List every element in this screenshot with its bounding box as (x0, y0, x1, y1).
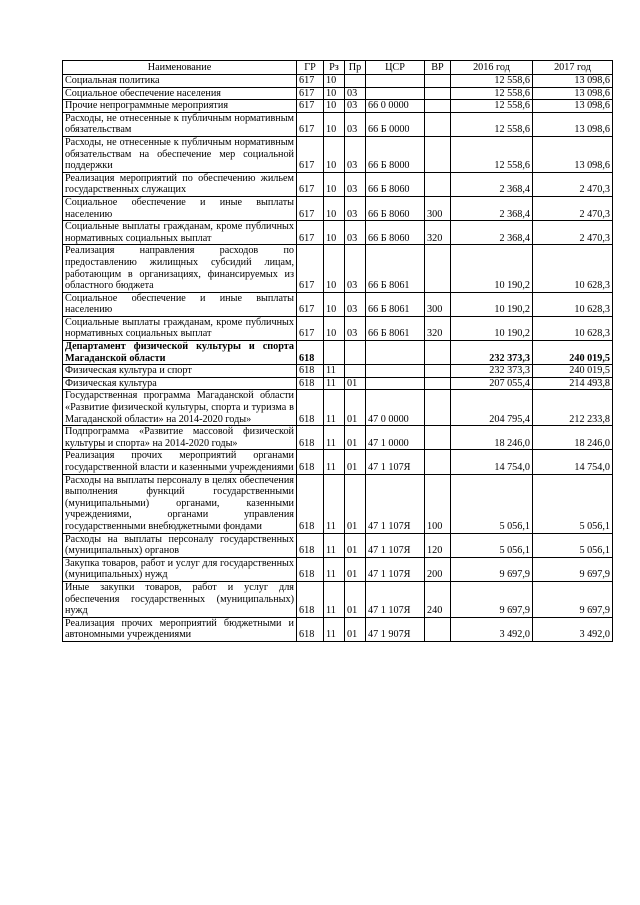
cell-csr: 66 0 0000 (366, 100, 425, 113)
cell-csr (366, 377, 425, 390)
table-row (63, 581, 613, 617)
cell-vr (425, 75, 451, 88)
cell-csr (366, 365, 425, 378)
cell-pr: 01 (345, 426, 366, 450)
cell-2017: 9 697,9 (533, 581, 613, 617)
cell-vr (425, 377, 451, 390)
cell-2017: 2 470,3 (533, 172, 613, 196)
cell-name: Реализация прочих мероприятий бюджетными и автономными учреждениями (63, 617, 297, 641)
cell-2017: 13 098,6 (533, 136, 613, 172)
cell-csr: 66 Б 0000 (366, 112, 425, 136)
cell-vr: 300 (425, 196, 451, 220)
cell-2016: 232 373,3 (451, 365, 533, 378)
document-page (62, 60, 612, 642)
cell-csr: 47 1 107Я (366, 581, 425, 617)
cell-pr: 03 (345, 136, 366, 172)
cell-vr (425, 390, 451, 426)
cell-vr (425, 87, 451, 100)
cell-gr: 618 (297, 377, 324, 390)
cell-rz: 10 (324, 136, 345, 172)
cell-2017: 13 098,6 (533, 112, 613, 136)
cell-2017: 13 098,6 (533, 100, 613, 113)
cell-csr (366, 87, 425, 100)
cell-2017: 10 628,3 (533, 245, 613, 292)
cell-vr: 100 (425, 474, 451, 533)
table-row (63, 474, 613, 533)
cell-vr: 120 (425, 533, 451, 557)
cell-2016: 10 190,2 (451, 292, 533, 316)
cell-2017: 212 233,8 (533, 390, 613, 426)
cell-name: Расходы, не отнесенные к публичным нормативным обязательствам (63, 112, 297, 136)
cell-gr: 617 (297, 75, 324, 88)
cell-pr (345, 75, 366, 88)
header-pr: Пр (345, 61, 366, 75)
cell-rz: 10 (324, 221, 345, 245)
table-row (63, 196, 613, 220)
cell-vr: 200 (425, 557, 451, 581)
cell-csr: 47 1 107Я (366, 557, 425, 581)
cell-name: Социальные выплаты гражданам, кроме публичных нормативных социальных выплат (63, 316, 297, 340)
cell-gr: 617 (297, 316, 324, 340)
cell-csr: 47 1 107Я (366, 450, 425, 474)
cell-name: Закупка товаров, работ и услуг для государственных (муниципальных) нужд (63, 557, 297, 581)
cell-vr (425, 245, 451, 292)
cell-rz: 11 (324, 390, 345, 426)
cell-rz: 10 (324, 292, 345, 316)
cell-2016: 9 697,9 (451, 557, 533, 581)
cell-csr (366, 341, 425, 365)
table-row (63, 426, 613, 450)
cell-rz: 11 (324, 533, 345, 557)
cell-name: Социальные выплаты гражданам, кроме публичных нормативных социальных выплат (63, 221, 297, 245)
cell-pr: 03 (345, 100, 366, 113)
cell-2016: 2 368,4 (451, 221, 533, 245)
cell-gr: 617 (297, 112, 324, 136)
cell-gr: 617 (297, 221, 324, 245)
cell-2017: 9 697,9 (533, 557, 613, 581)
budget-table (62, 60, 613, 642)
cell-2017: 2 470,3 (533, 221, 613, 245)
cell-gr: 617 (297, 292, 324, 316)
cell-vr (425, 617, 451, 641)
table-row (63, 557, 613, 581)
cell-rz: 10 (324, 316, 345, 340)
table-row (63, 450, 613, 474)
cell-name: Подпрограмма «Развитие массовой физической культуры и спорта» на 2014-2020 годы» (63, 426, 297, 450)
cell-pr: 03 (345, 221, 366, 245)
cell-gr: 618 (297, 474, 324, 533)
table-row (63, 100, 613, 113)
cell-gr: 618 (297, 617, 324, 641)
cell-2016: 14 754,0 (451, 450, 533, 474)
cell-gr: 618 (297, 581, 324, 617)
cell-gr: 618 (297, 450, 324, 474)
table-row (63, 533, 613, 557)
cell-2017: 240 019,5 (533, 365, 613, 378)
cell-vr (425, 136, 451, 172)
cell-rz: 10 (324, 100, 345, 113)
table-row (63, 390, 613, 426)
cell-2016: 18 246,0 (451, 426, 533, 450)
header-gr: ГР (297, 61, 324, 75)
cell-vr (425, 450, 451, 474)
header-2017: 2017 год (533, 61, 613, 75)
table-row (63, 292, 613, 316)
cell-name: Государственная программа Магаданской области «Развитие физической культуры, спорта и туризма в Магаданской области» на 2014-2020 годы» (63, 390, 297, 426)
cell-rz: 11 (324, 377, 345, 390)
cell-csr (366, 75, 425, 88)
cell-name: Реализация мероприятий по обеспечению жильем государственных служащих (63, 172, 297, 196)
cell-pr: 01 (345, 450, 366, 474)
cell-csr: 66 Б 8061 (366, 292, 425, 316)
cell-gr: 618 (297, 341, 324, 365)
cell-csr: 47 1 107Я (366, 474, 425, 533)
cell-2017: 13 098,6 (533, 75, 613, 88)
table-row (63, 75, 613, 88)
cell-2016: 12 558,6 (451, 100, 533, 113)
cell-rz: 10 (324, 245, 345, 292)
cell-rz: 11 (324, 617, 345, 641)
cell-rz: 11 (324, 426, 345, 450)
cell-pr: 01 (345, 617, 366, 641)
table-row (63, 112, 613, 136)
cell-gr: 617 (297, 245, 324, 292)
cell-name: Социальная политика (63, 75, 297, 88)
cell-vr (425, 341, 451, 365)
cell-name: Департамент физической культуры и спорта Магаданской области (63, 341, 297, 365)
cell-rz (324, 341, 345, 365)
cell-name: Социальное обеспечение и иные выплаты населению (63, 292, 297, 316)
cell-rz: 11 (324, 557, 345, 581)
cell-2017: 10 628,3 (533, 292, 613, 316)
table-row (63, 136, 613, 172)
cell-gr: 617 (297, 172, 324, 196)
cell-2017: 240 019,5 (533, 341, 613, 365)
cell-2016: 204 795,4 (451, 390, 533, 426)
cell-csr: 47 1 0000 (366, 426, 425, 450)
cell-2016: 10 190,2 (451, 245, 533, 292)
cell-2016: 12 558,6 (451, 112, 533, 136)
cell-vr (425, 100, 451, 113)
cell-vr: 320 (425, 221, 451, 245)
cell-csr: 47 1 907Я (366, 617, 425, 641)
table-row (63, 87, 613, 100)
header-rz: Рз (324, 61, 345, 75)
cell-2017: 10 628,3 (533, 316, 613, 340)
table-row (63, 316, 613, 340)
cell-rz: 11 (324, 365, 345, 378)
table-row (63, 377, 613, 390)
cell-2017: 2 470,3 (533, 196, 613, 220)
cell-2017: 14 754,0 (533, 450, 613, 474)
cell-csr: 66 Б 8060 (366, 196, 425, 220)
header-2016: 2016 год (451, 61, 533, 75)
cell-pr: 01 (345, 533, 366, 557)
table-header-row (63, 61, 613, 75)
cell-2016: 5 056,1 (451, 533, 533, 557)
cell-pr: 01 (345, 390, 366, 426)
cell-2016: 10 190,2 (451, 316, 533, 340)
cell-2017: 18 246,0 (533, 426, 613, 450)
cell-2017: 3 492,0 (533, 617, 613, 641)
header-vr: ВР (425, 61, 451, 75)
cell-gr: 618 (297, 426, 324, 450)
table-row (63, 341, 613, 365)
cell-gr: 618 (297, 557, 324, 581)
cell-name: Расходы, не отнесенные к публичным нормативным обязательствам на обеспечение мер социальной поддержки (63, 136, 297, 172)
cell-pr: 01 (345, 557, 366, 581)
cell-pr: 03 (345, 316, 366, 340)
cell-2016: 2 368,4 (451, 172, 533, 196)
cell-2016: 9 697,9 (451, 581, 533, 617)
cell-name: Прочие непрограммные мероприятия (63, 100, 297, 113)
cell-gr: 618 (297, 365, 324, 378)
cell-csr: 66 Б 8061 (366, 316, 425, 340)
table-row (63, 221, 613, 245)
cell-rz: 11 (324, 450, 345, 474)
cell-vr (425, 365, 451, 378)
cell-gr: 617 (297, 196, 324, 220)
cell-2017: 13 098,6 (533, 87, 613, 100)
cell-pr (345, 365, 366, 378)
cell-rz: 10 (324, 172, 345, 196)
cell-rz: 11 (324, 581, 345, 617)
cell-pr: 01 (345, 474, 366, 533)
cell-pr: 03 (345, 196, 366, 220)
cell-name: Реализация направления расходов по предоставлению жилищных субсидий лицам, работающим в организациях, финансируемых из областного бюджета (63, 245, 297, 292)
header-name: Наименование (63, 61, 297, 75)
cell-name: Расходы на выплаты персоналу государственных (муниципальных) органов (63, 533, 297, 557)
cell-vr: 300 (425, 292, 451, 316)
cell-2016: 3 492,0 (451, 617, 533, 641)
cell-pr: 01 (345, 581, 366, 617)
table-row (63, 617, 613, 641)
cell-gr: 618 (297, 533, 324, 557)
cell-csr: 47 0 0000 (366, 390, 425, 426)
cell-pr: 01 (345, 377, 366, 390)
cell-2016: 12 558,6 (451, 75, 533, 88)
cell-rz: 10 (324, 75, 345, 88)
cell-pr: 03 (345, 112, 366, 136)
cell-rz: 10 (324, 112, 345, 136)
cell-name: Социальное обеспечение населения (63, 87, 297, 100)
cell-2016: 12 558,6 (451, 87, 533, 100)
cell-name: Социальное обеспечение и иные выплаты населению (63, 196, 297, 220)
table-row (63, 245, 613, 292)
cell-vr (425, 172, 451, 196)
cell-2016: 12 558,6 (451, 136, 533, 172)
cell-rz: 11 (324, 474, 345, 533)
cell-rz: 10 (324, 87, 345, 100)
table-row (63, 365, 613, 378)
table-body (63, 75, 613, 642)
cell-2016: 207 055,4 (451, 377, 533, 390)
cell-csr: 66 Б 8060 (366, 172, 425, 196)
cell-2016: 5 056,1 (451, 474, 533, 533)
cell-vr (425, 426, 451, 450)
cell-name: Физическая культура и спорт (63, 365, 297, 378)
cell-pr: 03 (345, 292, 366, 316)
cell-vr: 320 (425, 316, 451, 340)
cell-gr: 617 (297, 87, 324, 100)
header-csr: ЦСР (366, 61, 425, 75)
table-row (63, 172, 613, 196)
cell-pr: 03 (345, 245, 366, 292)
cell-csr: 66 Б 8061 (366, 245, 425, 292)
cell-name: Иные закупки товаров, работ и услуг для обеспечения государственных (муниципальных) нужд (63, 581, 297, 617)
cell-2017: 5 056,1 (533, 533, 613, 557)
cell-rz: 10 (324, 196, 345, 220)
cell-gr: 618 (297, 390, 324, 426)
cell-name: Расходы на выплаты персоналу в целях обеспечения выполнения функций государственными (муниципальными) органами, казенными учреждениями, органами управления государственными внебюджетными фондами (63, 474, 297, 533)
cell-vr: 240 (425, 581, 451, 617)
cell-gr: 617 (297, 136, 324, 172)
cell-csr: 66 Б 8060 (366, 221, 425, 245)
cell-pr (345, 341, 366, 365)
cell-name: Реализация прочих мероприятий органами государственной власти и казенными учреждениями (63, 450, 297, 474)
cell-csr: 47 1 107Я (366, 533, 425, 557)
cell-csr: 66 Б 8000 (366, 136, 425, 172)
cell-pr: 03 (345, 87, 366, 100)
cell-2017: 5 056,1 (533, 474, 613, 533)
cell-2016: 2 368,4 (451, 196, 533, 220)
cell-name: Физическая культура (63, 377, 297, 390)
cell-2017: 214 493,8 (533, 377, 613, 390)
cell-2016: 232 373,3 (451, 341, 533, 365)
cell-pr: 03 (345, 172, 366, 196)
cell-vr (425, 112, 451, 136)
cell-gr: 617 (297, 100, 324, 113)
